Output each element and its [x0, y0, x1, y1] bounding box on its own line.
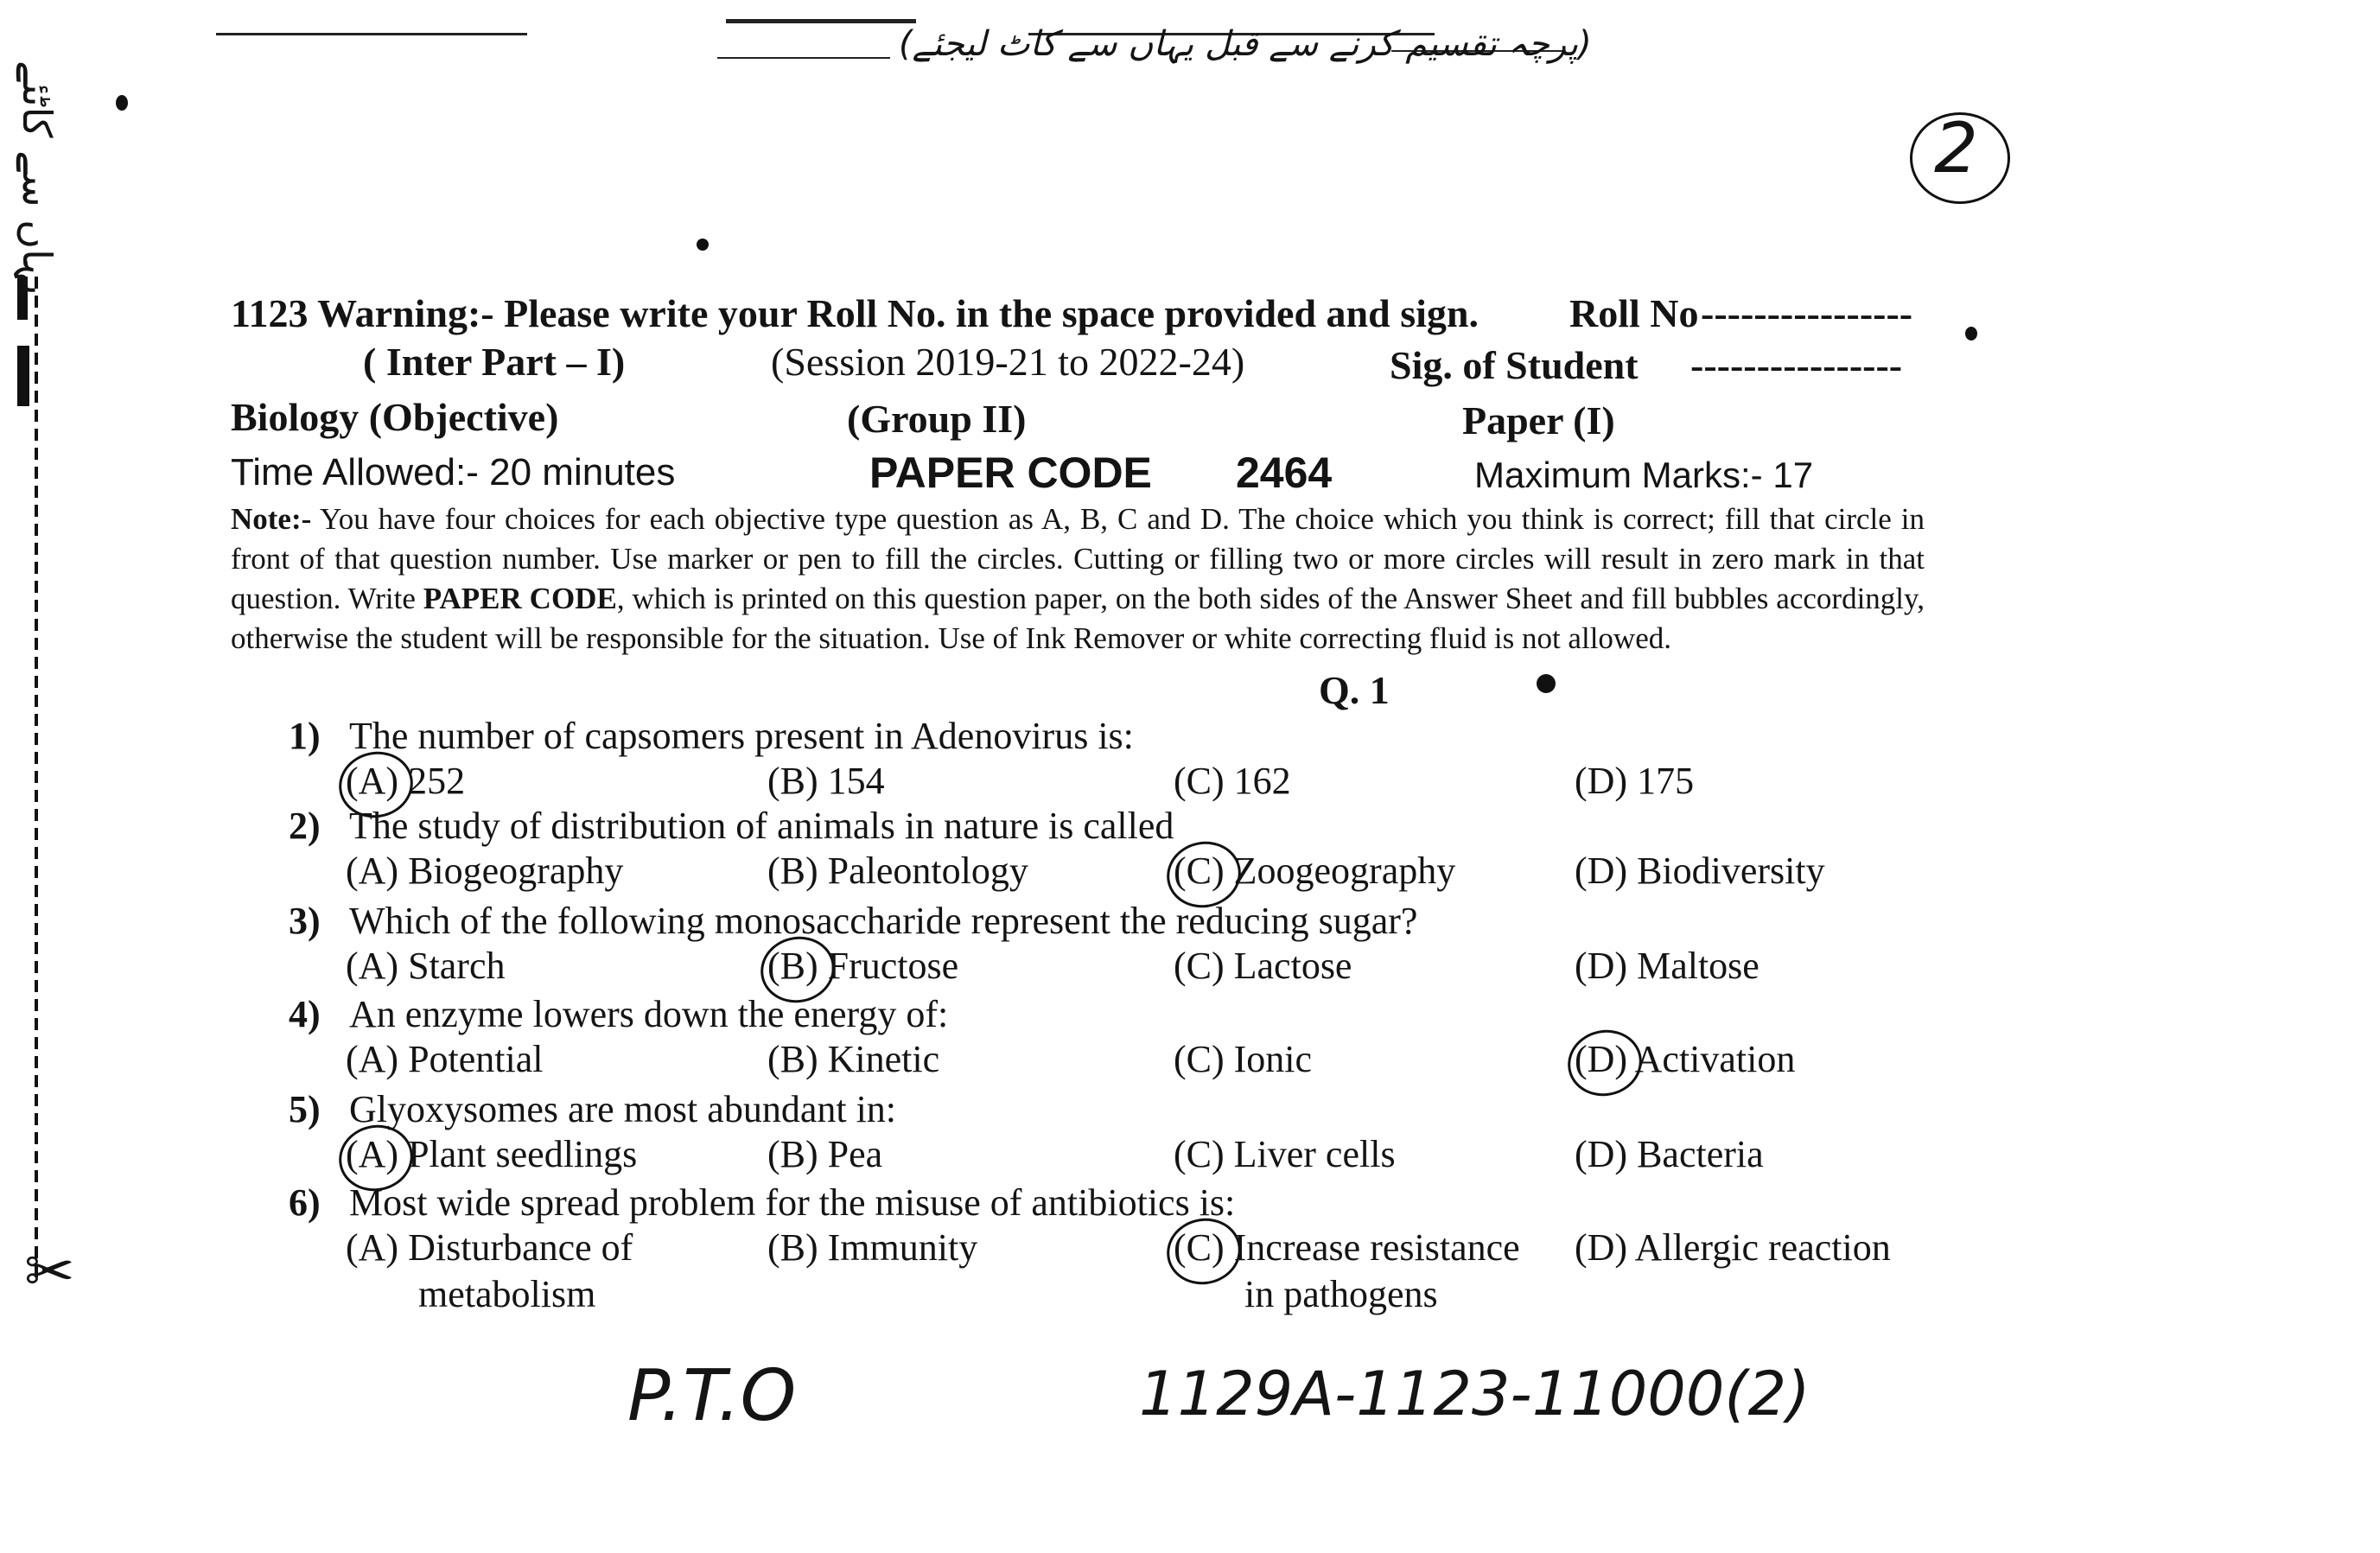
- cut-line-under-left: [717, 57, 890, 59]
- option-b: (B) Kinetic: [767, 1038, 940, 1080]
- option-d: (D) Biodiversity: [1575, 850, 1825, 892]
- option-c: (C) Zoogeography: [1174, 850, 1456, 892]
- cut-line-left: [216, 33, 527, 35]
- footer-code-handwritten: 1129A-1123-11000(2): [1139, 1359, 1810, 1429]
- option-c-line2: in pathogens: [1244, 1273, 1438, 1315]
- note-paragraph: [231, 500, 1925, 659]
- session: (Session 2019-21 to 2022-24): [771, 340, 1245, 384]
- option-b: (B) Immunity: [767, 1226, 978, 1269]
- answer-circle: [1562, 1023, 1648, 1103]
- note-text-1: You have four choices for each objective type question as A, B, C and D. The choice which you think is correct; fill that circle in front of that question number. Use marker or pen to fill the circles. Cutting or filling two or more circles will result in zero mark in that question. Write: [231, 502, 1925, 615]
- question-text: Glyoxysomes are most abundant in:: [349, 1088, 897, 1130]
- option-c: (C) Ionic: [1174, 1038, 1313, 1080]
- option-c: (C) Liver cells: [1174, 1133, 1396, 1175]
- warning-line: 1123 Warning:- Please write your Roll No. in the space provided and sign.: [231, 291, 1479, 335]
- page-number-handwritten: 2: [1934, 108, 1978, 188]
- question-text: Which of the following monosaccharide represent the reducing sugar?: [349, 900, 1418, 942]
- option-a: (A) Potential: [346, 1038, 544, 1080]
- question-number: 5): [289, 1088, 321, 1130]
- option-a: (A) Disturbance of: [346, 1226, 633, 1269]
- note-paper-code: PAPER CODE: [423, 582, 617, 615]
- sig-label: Sig. of Student: [1390, 343, 1639, 387]
- group: (Group II): [847, 397, 1027, 441]
- option-b: (B) 154: [767, 760, 885, 802]
- question-number: 2): [289, 805, 321, 847]
- option-c: (C) 162: [1174, 760, 1291, 802]
- pto-handwritten: P.T.O: [627, 1355, 797, 1437]
- option-a: (A) Biogeography: [346, 850, 624, 892]
- time-allowed: Time Allowed:- 20 minutes: [231, 451, 676, 493]
- ink-dot: [116, 95, 128, 111]
- max-marks: Maximum Marks:- 17: [1474, 455, 1814, 495]
- option-d: (D) 175: [1575, 760, 1695, 802]
- ink-dot: [697, 239, 709, 251]
- option-c: (C) Increase resistance: [1174, 1226, 1520, 1269]
- question-text: An enzyme lowers down the energy of:: [349, 993, 949, 1035]
- subject: Biology (Objective): [231, 395, 559, 439]
- question-text: Most wide spread problem for the misuse of antibiotics is:: [349, 1181, 1236, 1224]
- question-text: The study of distribution of animals in nature is called: [349, 805, 1174, 847]
- option-d: (D) Maltose: [1575, 945, 1760, 987]
- option-a: (A) Starch: [346, 945, 506, 987]
- inter-part: ( Inter Part – I): [363, 340, 626, 384]
- paper-code: 2464: [1236, 449, 1333, 497]
- option-d: (D) Activation: [1575, 1038, 1796, 1080]
- question-label: Q. 1: [1319, 668, 1390, 712]
- option-b: (B) Paleontology: [767, 850, 1028, 892]
- option-d: (D) Allergic reaction: [1575, 1226, 1891, 1269]
- option-a: (A) 252: [346, 760, 466, 802]
- ink-dot: [1965, 327, 1977, 341]
- note-text-2: , which is printed on this question paper, on the both sides of the Answer Sheet and fill bubbles accordingly, otherwise the student will be responsible for the situation. Use of Ink Remover or white correcting fluid is not allowed.: [231, 582, 1925, 655]
- roll-no-line[interactable]: ----------------: [1701, 291, 1913, 335]
- side-cut-text: یہاں سے کاٹئے: [14, 60, 60, 296]
- option-d: (D) Bacteria: [1575, 1133, 1764, 1175]
- question-number: 1): [289, 715, 321, 757]
- ink-dot: [1537, 674, 1556, 693]
- cut-instruction: (پرچہ تقسیم کرنے سے قبل یہاں سے کاٹ لیجئے): [899, 24, 1592, 64]
- question-number: 6): [289, 1181, 321, 1224]
- question-number: 3): [289, 900, 321, 942]
- question-number: 4): [289, 993, 321, 1035]
- paper-code-label: PAPER CODE: [869, 449, 1152, 497]
- option-b: (B) Fructose: [767, 945, 959, 987]
- scissors-icon: ✂: [24, 1236, 75, 1307]
- question-text: The number of capsomers present in Adenovirus is:: [349, 715, 1134, 757]
- roll-no-label: Roll No: [1569, 291, 1699, 335]
- cut-line-mid: [726, 19, 916, 23]
- note-label: Note:-: [231, 502, 312, 536]
- option-c: (C) Lactose: [1174, 945, 1352, 987]
- paper: Paper (I): [1462, 398, 1615, 442]
- option-a: (A) Plant seedlings: [346, 1133, 638, 1175]
- option-a-line2: metabolism: [418, 1273, 596, 1315]
- option-b: (B) Pea: [767, 1133, 883, 1175]
- sig-line[interactable]: ----------------: [1690, 343, 1903, 387]
